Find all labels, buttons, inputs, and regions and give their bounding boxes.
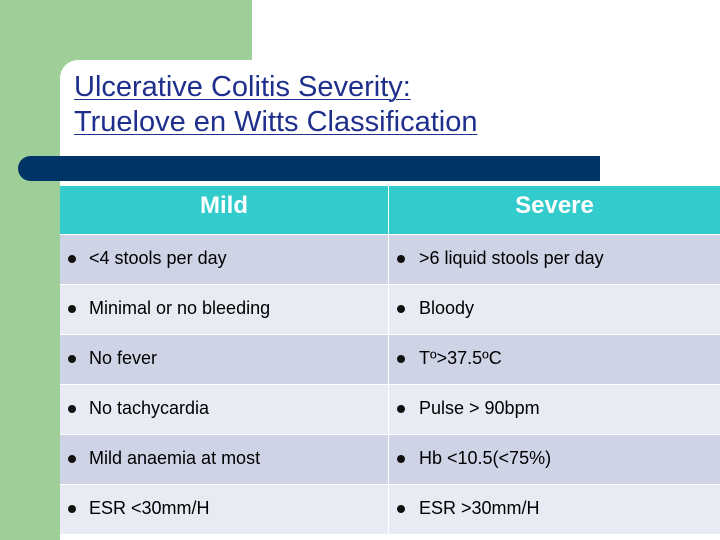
bullet-dot-icon [68, 455, 76, 463]
severe-cell [389, 485, 720, 534]
mild-text: No fever [89, 348, 158, 368]
severity-table [60, 186, 720, 535]
table-row [60, 285, 720, 335]
severe-cell [389, 235, 720, 284]
bullet-dot-icon [397, 305, 405, 313]
severe-text: Tº>37.5ºC [419, 348, 502, 368]
mild-cell [60, 335, 389, 384]
title-line-1: Ulcerative Colitis Severity: [74, 71, 411, 103]
severe-text: Hb <10.5(<75%) [419, 448, 552, 468]
mild-cell [60, 485, 389, 534]
slide-title [74, 70, 674, 140]
table-row [60, 335, 720, 385]
header-mild: Mild [60, 186, 389, 234]
table-header-row [60, 186, 720, 235]
mild-text: <4 stools per day [89, 248, 227, 268]
title-line-2: Truelove en Witts Classification [74, 106, 478, 138]
bullet-dot-icon [68, 405, 76, 413]
table-row [60, 235, 720, 285]
bullet-dot-icon [68, 355, 76, 363]
header-severe: Severe [515, 192, 594, 219]
mild-text: Minimal or no bleeding [89, 298, 271, 318]
mild-cell [60, 235, 389, 284]
bullet-dot-icon [397, 355, 405, 363]
mild-cell [60, 385, 389, 434]
bullet-dot-icon [397, 455, 405, 463]
severe-text: >6 liquid stools per day [419, 248, 604, 268]
mild-text: Mild anaemia at most [89, 448, 261, 468]
bullet-dot-icon [68, 255, 76, 263]
bullet-dot-icon [397, 505, 405, 513]
mild-cell [60, 285, 389, 334]
mild-text: ESR <30mm/H [89, 498, 210, 518]
severe-cell [389, 285, 720, 334]
mild-text: No tachycardia [89, 398, 210, 418]
severe-cell [389, 385, 720, 434]
severe-text: Bloody [419, 298, 475, 318]
bullet-dot-icon [68, 305, 76, 313]
severe-text: ESR >30mm/H [419, 498, 540, 518]
bullet-dot-icon [397, 405, 405, 413]
severe-text: Pulse > 90bpm [419, 398, 540, 418]
table-row [60, 385, 720, 435]
table-row [60, 485, 720, 535]
severe-cell [389, 435, 720, 484]
bullet-dot-icon [397, 255, 405, 263]
severe-cell [389, 335, 720, 384]
title-rule-bar [18, 156, 600, 181]
table-row [60, 435, 720, 485]
bullet-dot-icon [68, 505, 76, 513]
mild-cell [60, 435, 389, 484]
